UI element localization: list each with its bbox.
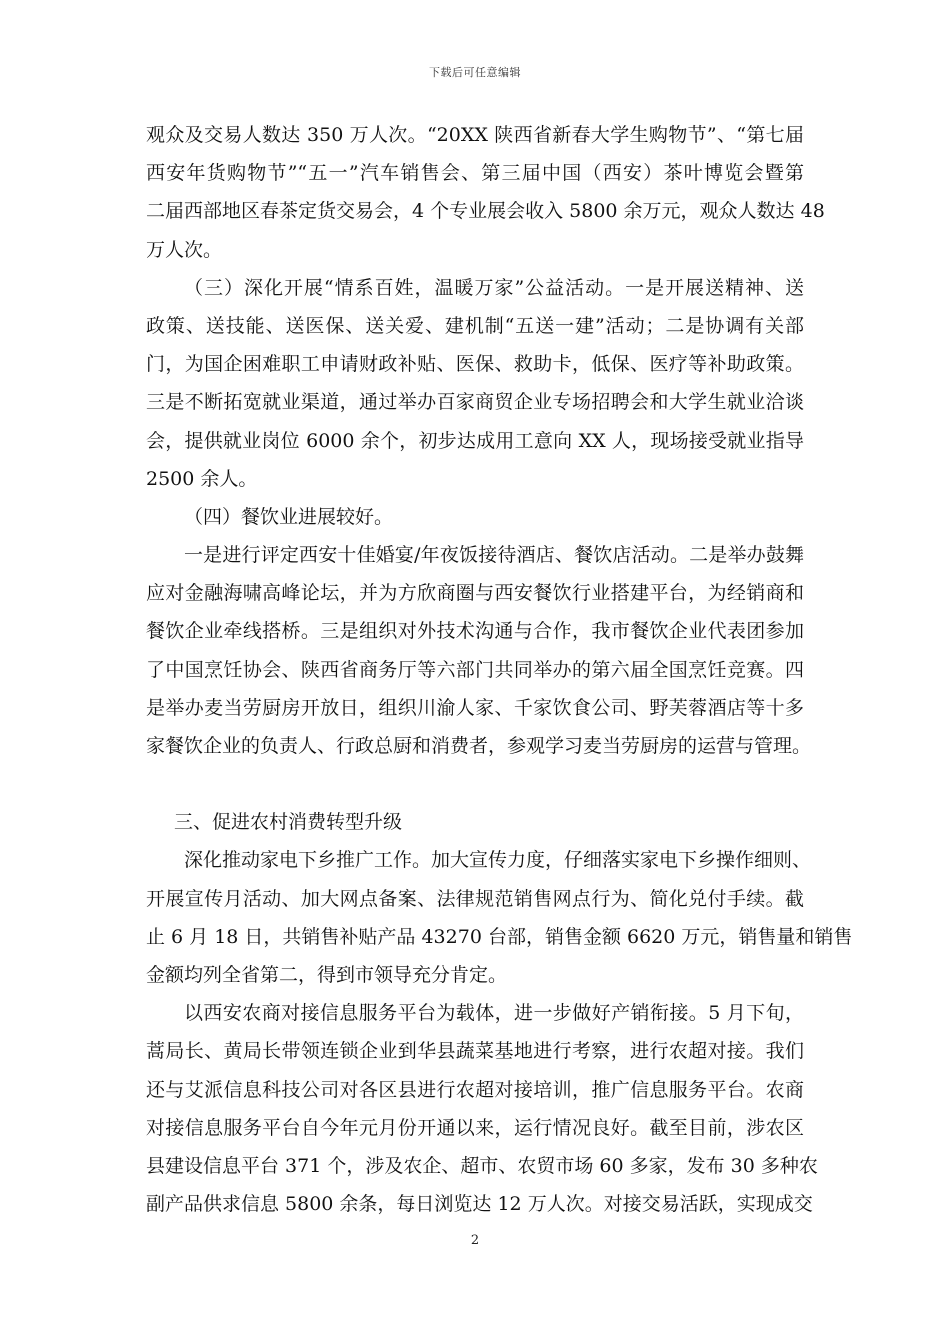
paragraph bbox=[146, 994, 818, 1223]
text-line: 金额均列全省第二，得到市领导充分肯定。 bbox=[146, 963, 508, 986]
document-body bbox=[146, 116, 853, 1223]
section-heading bbox=[146, 803, 804, 841]
text-line: 家餐饮企业的负责人、行政总厨和消费者，参观学习麦当劳厨房的运营与管理。 bbox=[146, 735, 812, 757]
paragraph bbox=[146, 841, 853, 994]
text-line: 2500 余人。 bbox=[146, 467, 258, 490]
text-line: 县建设信息平台 371 个，涉及农企、超市、农贸市场 60 多家，发布 30 多种农 bbox=[146, 1154, 818, 1177]
text-line: 门，为国企困难职工申请财政补贴、医保、救助卡，低保、医疗等补助政策。 bbox=[146, 353, 804, 376]
text-line: 了中国烹饪协会、陕西省商务厅等六部门共同举办的第六届全国烹饪竞赛。四 bbox=[146, 658, 804, 681]
text-line: 深化推动家电下乡推广工作。加大宣传力度，仔细落实家电下乡操作细则、 bbox=[184, 849, 812, 872]
text-line: 万人次。 bbox=[146, 238, 223, 261]
section-heading bbox=[146, 498, 804, 536]
text-line: 副产品供求信息 5800 余条，每日浏览达 12 万人次。对接交易活跃，实现成交 bbox=[146, 1193, 813, 1216]
blank-line bbox=[146, 765, 804, 803]
page-header: 下载后可任意编辑 bbox=[429, 66, 521, 79]
text-line: 三、促进农村消费转型升级 bbox=[174, 811, 403, 834]
paragraph bbox=[146, 116, 825, 269]
text-line: （三）深化开展“情系百姓，温暖万家”公益活动。一是开展送精神、送 bbox=[184, 276, 804, 299]
text-line: 政策、送技能、送医保、送关爱、建机制“五送一建”活动；二是协调有关部 bbox=[146, 314, 804, 337]
text-line: 应对金融海啸高峰论坛，并为方欣商圈与西安餐饮行业搭建平台，为经销商和 bbox=[146, 582, 804, 605]
text-line: 以西安农商对接信息服务平台为载体，进一步做好产销衔接。5 月下旬， bbox=[184, 1002, 804, 1025]
text-line: 二届西部地区春茶定货交易会，4 个专业展会收入 5800 余万元，观众人数达 48 bbox=[146, 200, 825, 223]
text-line: 一是进行评定西安十佳婚宴/年夜饭接待酒店、餐饮店活动。二是举办鼓舞 bbox=[184, 544, 804, 567]
text-line: 三是不断拓宽就业渠道，通过举办百家商贸企业专场招聘会和大学生就业洽谈 bbox=[146, 391, 804, 414]
text-line: 会，提供就业岗位 6000 余个，初步达成用工意向 XX 人，现场接受就业指导 bbox=[146, 429, 804, 452]
text-line: 蒿局长、黄局长带领连锁企业到华县蔬菜基地进行考察，进行农超对接。我们 bbox=[146, 1040, 804, 1063]
text-line: 开展宣传月活动、加大网点备案、法律规范销售网点行为、简化兑付手续。截 bbox=[146, 887, 804, 910]
text-line: 观众及交易人数达 350 万人次。“20XX 陕西省新春大学生购物节”、“第七届 bbox=[146, 124, 804, 146]
text-line: 止 6 月 18 日，共销售补贴产品 43270 台部，销售金额 6620 万元，销售量和销售 bbox=[146, 925, 853, 948]
text-line: 对接信息服务平台自今年元月份开通以来，运行情况良好。截至目前，涉农区 bbox=[146, 1116, 804, 1139]
text-line: 还与艾派信息科技公司对各区县进行农超对接培训，推广信息服务平台。农商 bbox=[146, 1078, 804, 1101]
text-line: （四）餐饮业进展较好。 bbox=[184, 505, 394, 528]
text-line: 是举办麦当劳厨房开放日，组织川渝人家、千家饮食公司、野芙蓉酒店等十多 bbox=[146, 696, 804, 719]
paragraph bbox=[146, 269, 804, 498]
paragraph bbox=[146, 536, 812, 765]
page-number: 2 bbox=[470, 1233, 480, 1248]
text-line: 西安年货购物节”“五一”汽车销售会、第三届中国（西安）茶叶博览会暨第 bbox=[146, 162, 804, 185]
text-line: 餐饮企业牵线搭桥。三是组织对外技术沟通与合作，我市餐饮企业代表团参加 bbox=[146, 620, 804, 643]
